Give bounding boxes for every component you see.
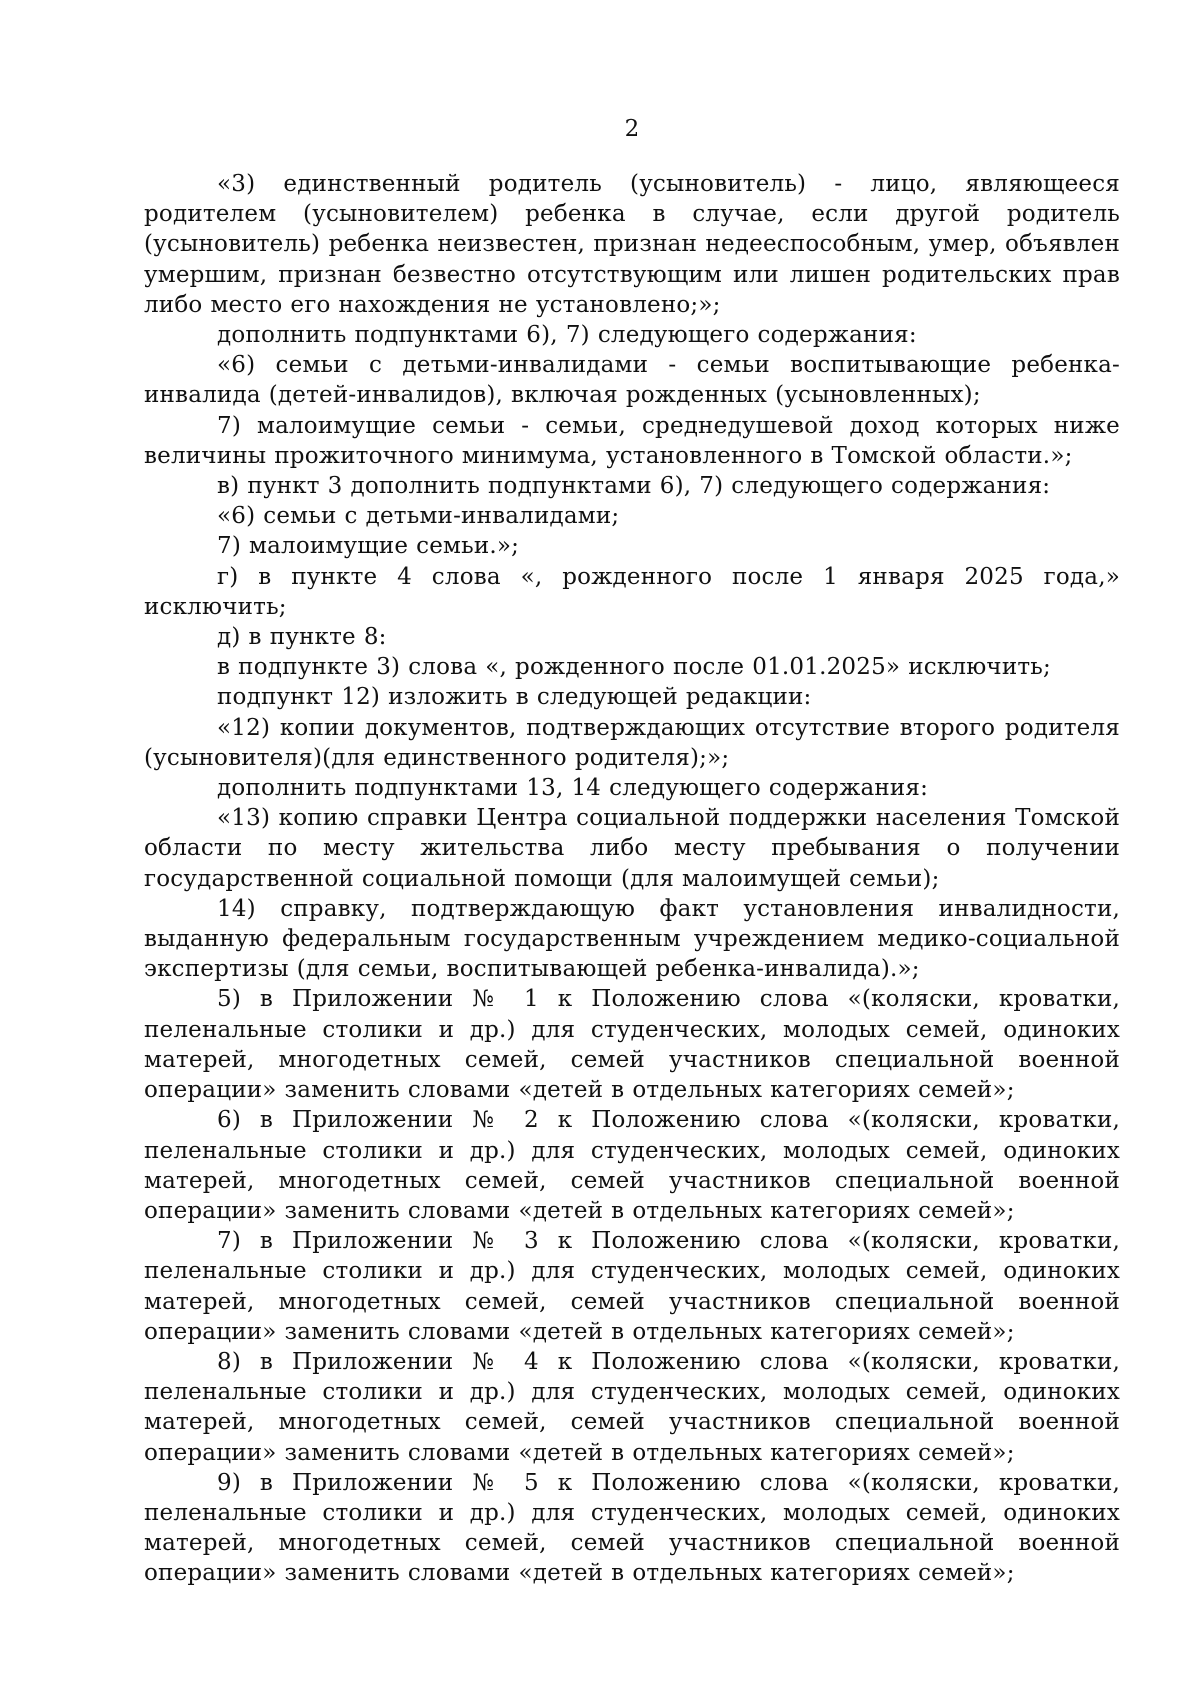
paragraph-subitem-3: в подпункте 3) слова «, рожденного после 01.01.2025» исключить; bbox=[217, 654, 1051, 681]
paragraph-add-subitems-6-7: дополнить подпунктами 6), 7) следующего содержания: bbox=[217, 322, 917, 349]
paragraph-g-item-4: г) в пункте 4 слова «, рожденного после 1 января 2025 года,» исключить; bbox=[144, 563, 1120, 620]
paragraph-7-appendix-3: 7) в Приложении № 3 к Положению слова «(коляски, кроватки, пеленальные столики и др.) для студенческих, молодых семей, одиноких матерей, многодетных семей, семей участников специальной военной операции» заменить словами «детей в отдельных категориях семей»; bbox=[144, 1228, 1120, 1345]
paragraph-9-appendix-5: 9) в Приложении № 5 к Положению слова «(коляски, кроватки, пеленальные столики и др.) для студенческих, молодых семей, одиноких матерей, многодетных семей, семей участников специальной военной операции» заменить словами «детей в отдельных категориях семей»; bbox=[144, 1469, 1120, 1587]
paragraph-subitem-12: подпункт 12) изложить в следующей редакции: bbox=[217, 684, 812, 711]
paragraph-v-item-3: в) пункт 3 дополнить подпунктами 6), 7) следующего содержания: bbox=[217, 473, 1051, 500]
paragraph-6-families-disabled-children-short: «6) семьи с детьми-инвалидами; bbox=[217, 503, 620, 530]
document-body bbox=[144, 169, 1120, 1589]
paragraph-12-documents: «12) копии документов, подтверждающих отсутствие второго родителя (усыновителя)(для единственного родителя);»; bbox=[144, 714, 1120, 771]
paragraph-add-subitems-13-14: дополнить подпунктами 13, 14 следующего содержания: bbox=[217, 775, 929, 802]
paragraph-5-appendix-1: 5) в Приложении № 1 к Положению слова «(коляски, кроватки, пеленальные столики и др.) для студенческих, молодых семей, одиноких матерей, многодетных семей, семей участников специальной военной операции» заменить словами «детей в отдельных категориях семей»; bbox=[144, 986, 1120, 1104]
paragraph-8-appendix-4: 8) в Приложении № 4 к Положению слова «(коляски, кроватки, пеленальные столики и др.) для студенческих, молодых семей, одиноких матерей, многодетных семей, семей участников специальной военной операции» заменить словами «детей в отдельных категориях семей»; bbox=[144, 1348, 1120, 1466]
paragraph-d-item-8: д) в пункте 8: bbox=[217, 624, 387, 651]
paragraph-7-low-income-short: 7) малоимущие семьи.»; bbox=[217, 533, 520, 560]
paragraph-14-disability-certificate: 14) справку, подтверждающую факт установления инвалидности, выданную федеральным государственным учреждением медико-социальной экспертизы (для семьи, воспитывающей ребенка-инвалида).»; bbox=[144, 895, 1120, 983]
paragraph-13-certificate: «13) копию справки Центра социальной поддержки населения Томской области по месту жительства либо месту пребывания о получении государственной социальной помощи (для малоимущей семьи); bbox=[144, 805, 1120, 892]
paragraph-6-appendix-2: 6) в Приложении № 2 к Положению слова «(коляски, кроватки, пеленальные столики и др.) для студенческих, молодых семей, одиноких матерей, многодетных семей, семей участников специальной военной операции» заменить словами «детей в отдельных категориях семей»; bbox=[144, 1107, 1120, 1224]
paragraph-7-low-income-families: 7) малоимущие семьи - семьи, среднедушевой доход которых ниже величины прожиточного минимума, установленного в Томской области.»; bbox=[144, 412, 1120, 469]
paragraph-3-single-parent-definition: «3) единственный родитель (усыновитель) - лицо, являющееся родителем (усыновителем) ребенка в случае, если другой родитель (усыновитель) ребенка неизвестен, признан недееспособным, умер, объявлен умершим, признан безвестно отсутствующим или лишен родительских прав либо место его нахождения не установлено;»; bbox=[144, 171, 1120, 318]
paragraph-6-families-disabled-children: «6) семьи с детьми-инвалидами - семьи воспитывающие ребенка-инвалида (детей-инвалидов), включая рожденных (усыновленных); bbox=[144, 352, 1120, 409]
page-number: 2 bbox=[624, 116, 640, 142]
